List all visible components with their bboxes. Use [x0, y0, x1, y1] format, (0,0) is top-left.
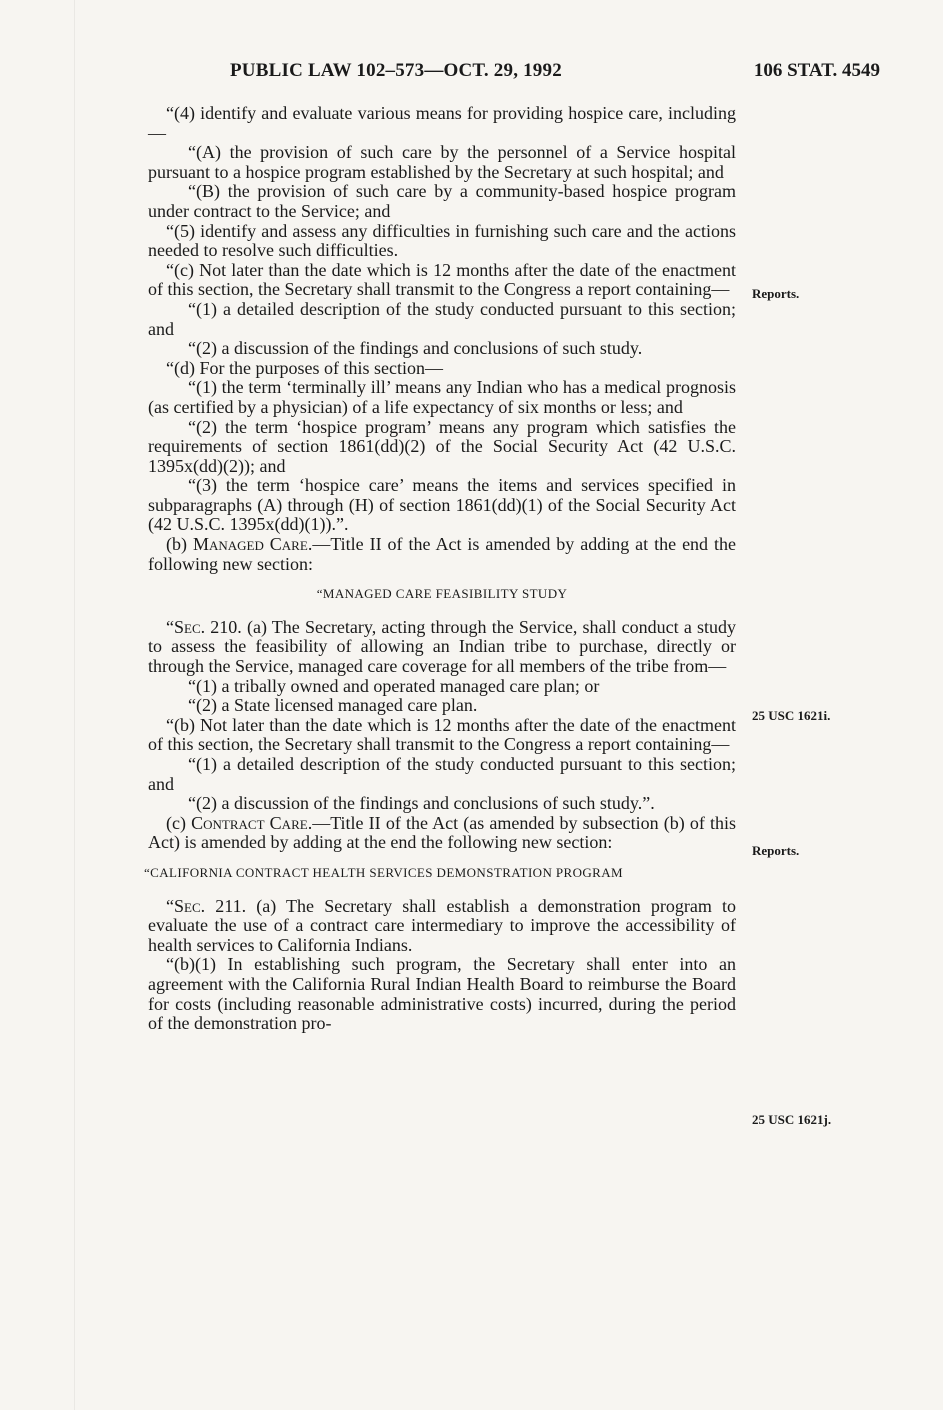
sec-text: . 210. (a) The Secretary, acting through the Service, shall conduct a study to assess the feasibility of allowing an Indian tribe to purchase, directly or through the Service, managed care coverage for all members of the tribe from—	[148, 616, 736, 677]
section-210-intro	[148, 618, 736, 677]
subsection-text: .—Title II of the Act is amended by adding at the end the following new section:	[148, 534, 736, 574]
paragraph: “(2) a discussion of the findings and conclusions of such study.”.	[188, 793, 655, 814]
paragraph: “(3) the term ‘hospice care’ means the items and services specified in subparagraphs (A) through (H) of section 1861(dd)(1) of the Social Security Act (42 U.S.C. 1395x(dd)(1)).”.	[148, 475, 736, 535]
paragraph: “(2) a State licensed managed care plan.	[188, 695, 478, 716]
document-body	[144, 103, 737, 1034]
paragraph: “(b)(1) In establishing such program, the Secretary shall enter into an agreement with the California Rural Indian Health Board to reimburse the Board for costs (including reasonable administrative costs) incurred, during the period of the demonstration pro-	[148, 954, 736, 1034]
paragraph: “(2) a discussion of the findings and conclusions of such study.	[188, 338, 643, 359]
paragraph: “(2) the term ‘hospice program’ means any program which satisfies the requirements of section 1861(dd)(2) of the Social Security Act (42 U.S.C. 1395x(dd)(2)); and	[148, 416, 736, 476]
paragraph: “(5) identify and assess any difficulties in furnishing such care and the actions needed to resolve such difficulties.	[148, 220, 736, 261]
subsection-text: .—Title II of the Act (as amended by subsection (b) of this Act) is amended by adding at the end the following new section:	[148, 812, 737, 853]
paragraph: “(b) Not later than the date which is 12 months after the date of the enactment of this section, the Secretary shall transmit to the Congress a report containing—	[148, 714, 736, 755]
margin-note-reports: Reports.	[752, 286, 800, 301]
margin-note-usc-1621j: 25 USC 1621j.	[752, 1112, 832, 1127]
section-heading-managed-care: “MANAGED CARE FEASIBILITY STUDY	[316, 586, 568, 602]
sec-label: Sec	[174, 895, 201, 916]
paragraph: “(1) a detailed description of the study conducted pursuant to this section; and	[148, 754, 736, 794]
paragraph: “(1) a tribally owned and operated managed care plan; or	[188, 675, 600, 696]
margin-note-reports: Reports.	[752, 843, 800, 858]
quote-mark: “	[166, 616, 174, 637]
scan-gutter-line	[74, 0, 75, 1410]
subsection-managed-care	[148, 535, 736, 574]
paragraph: “(4) identify and evaluate various means for providing hospice care, including—	[148, 103, 736, 143]
subsection-heading: Contract Care	[191, 812, 308, 833]
subsection-label: (b)	[166, 534, 187, 555]
subsection-heading: Managed Care	[192, 534, 308, 555]
section-211-intro	[148, 897, 736, 956]
paragraph: “(1) the term ‘terminally ill’ means any Indian who has a medical prognosis (as certified by a physician) of a life expectancy of six months or less; and	[148, 377, 736, 417]
paragraph: “(d) For the purposes of this section—	[166, 357, 443, 378]
subsection-label: (c)	[166, 812, 186, 833]
paragraph: “(A) the provision of such care by the personnel of a Service hospital pursuant to a hospice program established by the Secretary at such hospital; and	[148, 142, 736, 182]
subsection-contract-care	[148, 814, 736, 853]
sec-text: . 211. (a) The Secretary shall establish a demonstration program to evaluate the use of a contract care intermediary to improve the accessibility of health services to California Indians.	[148, 895, 736, 955]
paragraph: “(B) the provision of such care by a community-based hospice program under contract to the Service; and	[148, 181, 736, 221]
paragraph: “(1) a detailed description of the study conducted pursuant to this section; and	[148, 298, 736, 339]
margin-note-usc-1621i: 25 USC 1621i.	[752, 708, 831, 723]
header-title: PUBLIC LAW 102–573—OCT. 29, 1992	[230, 60, 562, 81]
page-header	[150, 60, 880, 86]
header-stat-page: 106 STAT. 4549	[753, 60, 880, 81]
sec-label: Sec	[174, 616, 201, 637]
section-heading-california: “CALIFORNIA CONTRACT HEALTH SERVICES DEMONSTRATION PROGRAM	[144, 864, 623, 880]
paragraph: “(c) Not later than the date which is 12 months after the date of the enactment of this section, the Secretary shall transmit to the Congress a report containing—	[148, 259, 736, 300]
quote-mark: “	[166, 895, 174, 916]
